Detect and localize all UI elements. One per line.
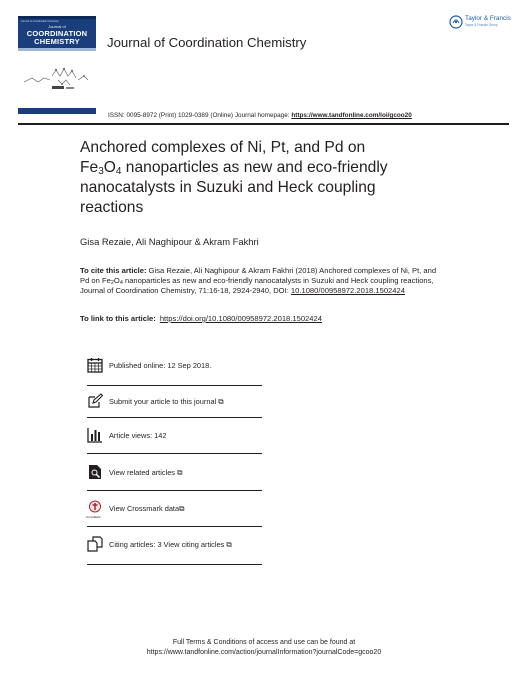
issn-line: [108, 112, 412, 119]
journal-title: Journal of Coordination Chemistry: [107, 35, 307, 50]
title-line-1: Anchored complexes of Ni, Pt, and Pd on: [80, 139, 366, 156]
citing-documents-icon: [87, 536, 103, 552]
article-views-label: Article views: 142: [109, 431, 167, 440]
citing-articles-item[interactable]: [87, 534, 262, 556]
cover-journal-line2: COORDINATION: [26, 29, 88, 38]
panel-divider-5: [87, 526, 262, 527]
footer-terms-url[interactable]: https://www.tandfonline.com/action/journalInformation?journalCode=gcoo20: [146, 649, 382, 656]
link-label: To link to this article:: [80, 314, 156, 323]
footer-terms: [0, 638, 528, 658]
external-link-icon: ⧉: [226, 540, 232, 549]
calendar-icon: [87, 357, 103, 373]
cover-molecule-image: [18, 66, 96, 92]
crossmark-label: View Crossmark data⧉: [109, 504, 185, 513]
related-articles-item[interactable]: [87, 462, 262, 484]
published-online-label: Published online: 12 Sep 2018.: [109, 361, 212, 370]
journal-homepage-link[interactable]: https://www.tandfonline.com/loi/gcoo20: [291, 112, 412, 119]
crossmark-icon-text: CrossMark: [86, 515, 101, 519]
document-search-icon: [87, 464, 103, 480]
citing-articles-label: Citing articles: 3 View citing articles ⧉: [109, 540, 232, 549]
publisher-logo[interactable]: [448, 13, 518, 33]
title-line-3: nanocatalysts in Suzuki and Heck coupling: [80, 179, 376, 196]
authors: Gisa Rezaie, Ali Naghipour & Akram Fakhri: [80, 236, 259, 247]
panel-divider-1: [87, 385, 262, 386]
submit-article-label: Submit your article to this journal ⧉: [109, 397, 224, 406]
panel-divider-4: [87, 490, 262, 491]
header-divider: [18, 123, 509, 125]
title-line-4: reactions: [80, 199, 144, 216]
cover-journal-line3: CHEMISTRY: [34, 37, 80, 46]
article-doi-url[interactable]: https://doi.org/10.1080/00958972.2018.1502424: [159, 314, 322, 323]
pencil-edit-icon: [87, 393, 103, 409]
panel-divider-2: [87, 417, 262, 418]
publisher-sub: Taylor & Francis Group: [465, 23, 498, 27]
citation-label: To cite this article:: [80, 266, 147, 275]
publisher-emblem-icon: [449, 15, 463, 29]
footer-line-1: Full Terms & Conditions of access and use can be found at: [172, 639, 356, 646]
external-link-icon: ⧉: [218, 397, 224, 406]
citation-block: To cite this article: Gisa Rezaie, Ali Naghipour & Akram Fakhri (2018) Anchored complexes of Ni, Pt, and Pd on $Fe_2O_4$ nanoparticles as new and eco-friendly nanocatalysts in Suzuki and Heck coupling reactions, Journal of Coordination Chemistry, 71:16-18, 2924-2940, DOI: 10.1080/00958972.2018.1502424: [80, 266, 437, 295]
bar-chart-icon: [87, 427, 103, 443]
panel-divider-6: [87, 564, 262, 565]
published-online-item: [87, 355, 262, 377]
external-link-icon: ⧉: [179, 504, 185, 513]
external-link-icon: ⧉: [177, 468, 183, 477]
link-to-article: [80, 314, 322, 323]
crossmark-item[interactable]: [87, 498, 262, 520]
crossmark-icon: [87, 500, 103, 516]
journal-cover: [18, 16, 96, 49]
cover-top-text: Journal of Coordination Chemistry: [21, 20, 59, 23]
submit-article-item[interactable]: [87, 391, 262, 413]
cover-journal-line1: Journal of: [48, 24, 66, 29]
issn-text: ISSN: 0095-8972 (Print) 1029-0389 (Online) Journal homepage:: [108, 112, 292, 119]
cover-bottom-bar: [18, 108, 96, 114]
article-title: [80, 138, 500, 218]
panel-divider-3: [87, 453, 262, 454]
citation-doi-link[interactable]: 10.1080/00958972.2018.1502424: [290, 285, 405, 295]
related-articles-label: View related articles ⧉: [109, 468, 183, 477]
publisher-name: Taylor & Francis: [465, 15, 511, 22]
title-line-2: $Fe_3O_4$ nanoparticles as new and eco-friendly: [80, 159, 388, 177]
cover-strip: [18, 48, 96, 51]
article-views-item: [87, 425, 262, 447]
